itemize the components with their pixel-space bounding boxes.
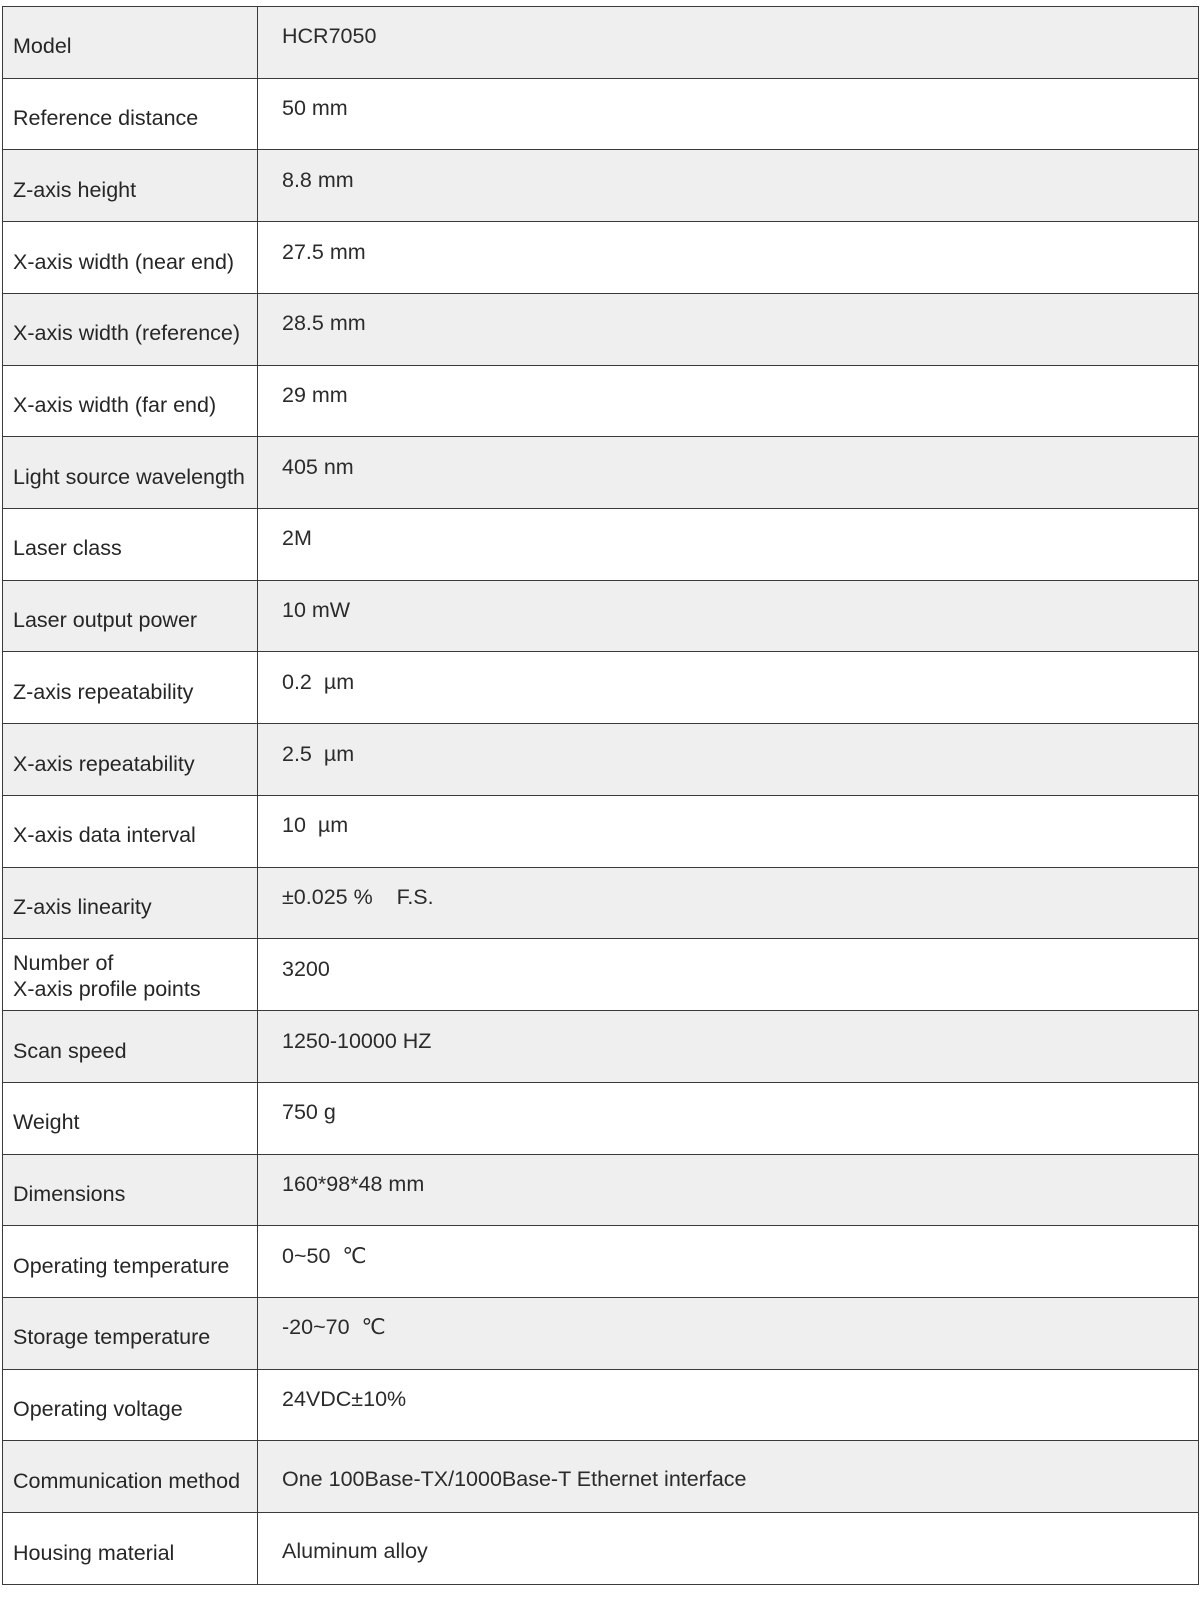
spec-value: -20~70 ℃ xyxy=(258,1297,1199,1369)
spec-row-z-axis-linearity xyxy=(3,867,1199,939)
spec-value: 24VDC±10% xyxy=(258,1369,1199,1441)
spec-label: Light source wavelength xyxy=(3,437,258,509)
spec-label: Number of X-axis profile points xyxy=(3,939,258,1011)
spec-value: HCR7050 xyxy=(258,7,1199,79)
spec-label: X-axis width (far end) xyxy=(3,365,258,437)
spec-row-laser-output-power xyxy=(3,580,1199,652)
spec-row-scan-speed xyxy=(3,1011,1199,1083)
spec-label: Scan speed xyxy=(3,1011,258,1083)
spec-row-laser-class xyxy=(3,509,1199,581)
spec-label: Dimensions xyxy=(3,1154,258,1226)
spec-value: 28.5 mm xyxy=(258,293,1199,365)
spec-value: 3200 xyxy=(258,939,1199,1011)
spec-row-operating-voltage xyxy=(3,1369,1199,1441)
spec-row-x-axis-profile-points xyxy=(3,939,1199,1011)
spec-value: ±0.025 % F.S. xyxy=(258,867,1199,939)
spec-label: Housing material xyxy=(3,1513,258,1585)
spec-label: Laser output power xyxy=(3,580,258,652)
spec-row-x-axis-width-far xyxy=(3,365,1199,437)
spec-row-z-axis-height xyxy=(3,150,1199,222)
spec-label: Operating voltage xyxy=(3,1369,258,1441)
spec-label: X-axis width (reference) xyxy=(3,293,258,365)
spec-value: 50 mm xyxy=(258,78,1199,150)
spec-value: 750 g xyxy=(258,1082,1199,1154)
spec-row-light-source-wavelength xyxy=(3,437,1199,509)
spec-label: Z-axis repeatability xyxy=(3,652,258,724)
spec-value: 2M xyxy=(258,509,1199,581)
spec-row-weight xyxy=(3,1082,1199,1154)
spec-value: 8.8 mm xyxy=(258,150,1199,222)
spec-row-x-axis-width-near xyxy=(3,222,1199,294)
spec-row-model xyxy=(3,7,1199,79)
spec-row-housing-material xyxy=(3,1513,1199,1585)
spec-label: Laser class xyxy=(3,509,258,581)
spec-row-z-axis-repeatability xyxy=(3,652,1199,724)
spec-row-operating-temperature xyxy=(3,1226,1199,1298)
spec-value: 29 mm xyxy=(258,365,1199,437)
spec-value: One 100Base-TX/1000Base-T Ethernet interface xyxy=(258,1441,1199,1513)
spec-label: Z-axis height xyxy=(3,150,258,222)
spec-label: X-axis data interval xyxy=(3,795,258,867)
spec-row-x-axis-repeatability xyxy=(3,724,1199,796)
spec-row-reference-distance xyxy=(3,78,1199,150)
spec-row-dimensions xyxy=(3,1154,1199,1226)
spec-value: 405 nm xyxy=(258,437,1199,509)
spec-label: X-axis repeatability xyxy=(3,724,258,796)
spec-label: Model xyxy=(3,7,258,79)
spec-value: 27.5 mm xyxy=(258,222,1199,294)
spec-value: 0~50 ℃ xyxy=(258,1226,1199,1298)
spec-value: 1250-10000 HZ xyxy=(258,1011,1199,1083)
spec-value: 160*98*48 mm xyxy=(258,1154,1199,1226)
spec-label: Operating temperature xyxy=(3,1226,258,1298)
spec-row-x-axis-width-reference xyxy=(3,293,1199,365)
spec-table-body xyxy=(3,7,1199,1585)
spec-label: Storage temperature xyxy=(3,1297,258,1369)
spec-label: Reference distance xyxy=(3,78,258,150)
spec-value: 0.2 µm xyxy=(258,652,1199,724)
spec-row-x-axis-data-interval xyxy=(3,795,1199,867)
spec-row-communication-method xyxy=(3,1441,1199,1513)
spec-row-storage-temperature xyxy=(3,1297,1199,1369)
spec-value: 10 µm xyxy=(258,795,1199,867)
spec-table xyxy=(2,6,1199,1585)
spec-value: 10 mW xyxy=(258,580,1199,652)
spec-value: 2.5 µm xyxy=(258,724,1199,796)
spec-label: X-axis width (near end) xyxy=(3,222,258,294)
spec-label: Weight xyxy=(3,1082,258,1154)
spec-label: Communication method xyxy=(3,1441,258,1513)
spec-label: Z-axis linearity xyxy=(3,867,258,939)
spec-value: Aluminum alloy xyxy=(258,1513,1199,1585)
